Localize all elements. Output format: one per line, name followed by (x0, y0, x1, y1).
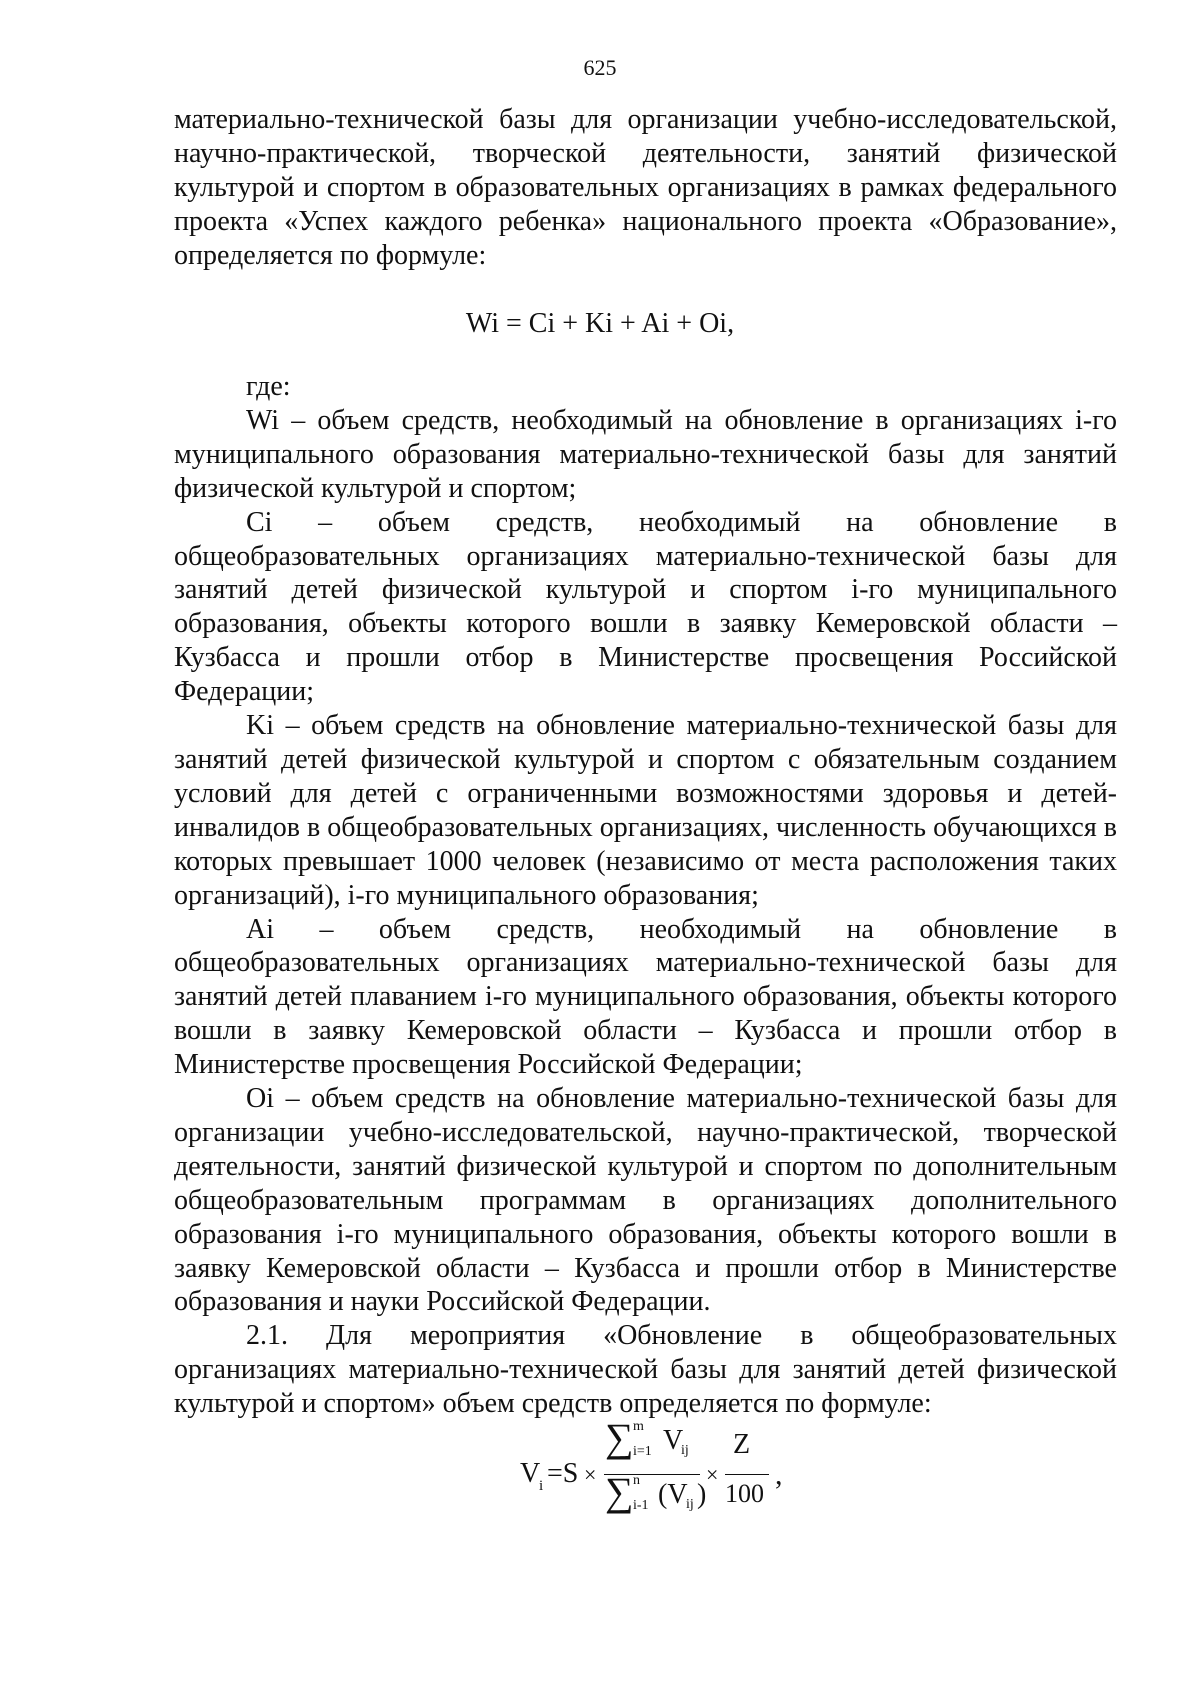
formula-vi (520, 1415, 783, 1540)
definition-oi: Oi – объем средств на обновление материально-технической базы для организации учебно-исследовательской, научно-практической, творческой деятельности, занятий физической культурой и спортом по дополнительным общеобразовательным программам в организациях дополнительного образования i-го муниципального образования, объекты которого вошли в заявку Кемеровской области – Кузбасса и прошли отбор в Министерстве образования и науки Российской Федерации. (174, 1083, 1117, 1318)
denominator-term-open: (V (658, 1479, 688, 1510)
definition-ci: Ci – объем средств, необходимый на обновление в общеобразовательных организациях материально-технической базы для занятий детей физической культурой и спортом i-го муниципального образования, объекты которого вошли в заявку Кемеровской области – Кузбасса и прошли отбор в Министерстве просвещения Российской Федерации; (174, 506, 1117, 708)
definition-wi: Wi – объем средств, необходимый на обновление в организациях i-го муниципального образования материально-технической базы для занятий физической культурой и спортом; (174, 404, 1117, 504)
definition-ki: Ki – объем средств на обновление материально-технической базы для занятий детей физической культурой и спортом с обязательным созданием условий для детей с ограниченными возможностями здоровья и детей-инвалидов в общеобразовательных организациях, численность обучающихся в которых превышает 1000 человек (независимо от места расположения таких организаций), i-го муниципального образования; (174, 710, 1117, 911)
formula-times-1: × (584, 1462, 597, 1487)
formula-lhs-sub: i (539, 1478, 544, 1494)
numerator-upper-limit: m (633, 1419, 644, 1434)
denominator-lower-limit: i-1 (633, 1498, 649, 1513)
formula-comma: , (775, 1458, 783, 1491)
numerator-term: V (663, 1425, 684, 1456)
formula-times-2: × (706, 1462, 719, 1487)
denominator-upper-limit: n (633, 1473, 640, 1488)
denominator-sigma: ∑ (605, 1469, 634, 1514)
section-2-1-paragraph: 2.1. Для мероприятия «Обновление в общеобразовательных организациях материально-технической базы для занятий детей физической культурой и спортом» объем средств определяется по формуле: (174, 1320, 1117, 1420)
numerator-sigma: ∑ (605, 1415, 634, 1460)
page-number: 625 (583, 55, 617, 80)
intro-paragraph: материально-технической базы для организации учебно-исследовательской, научно-практической, творческой деятельности, занятий физической культурой и спортом в образовательных организациях в рамках федерального проекта «Успех каждого ребенка» национального проекта «Образование», определяется по формуле: (174, 104, 1117, 271)
definition-ai: Ai – объем средств, необходимый на обновление в общеобразовательных организациях материально-технической базы для занятий детей плаванием i-го муниципального образования, объекты которого вошли в заявку Кемеровской области – Кузбасса и прошли отбор в Министерстве просвещения Российской Федерации; (174, 913, 1117, 1081)
formula-equals-s: =S (547, 1458, 579, 1489)
formula-lhs: V (520, 1458, 541, 1489)
denominator-term-sub: ij (686, 1497, 694, 1512)
numerator-term-sub: ij (681, 1443, 689, 1458)
numerator-lower-limit: i=1 (633, 1444, 652, 1459)
fraction-z: Z (733, 1429, 751, 1460)
fraction-100: 100 (725, 1479, 764, 1508)
fraction-line-z-100 (725, 1474, 769, 1475)
denominator-term-close: ) (697, 1479, 707, 1510)
where-label: где: (246, 371, 291, 402)
formula-wi: Wi = Ci + Ki + Ai + Oi, (465, 308, 735, 339)
definitions-block (174, 370, 1117, 1421)
intro-block (174, 103, 1117, 273)
